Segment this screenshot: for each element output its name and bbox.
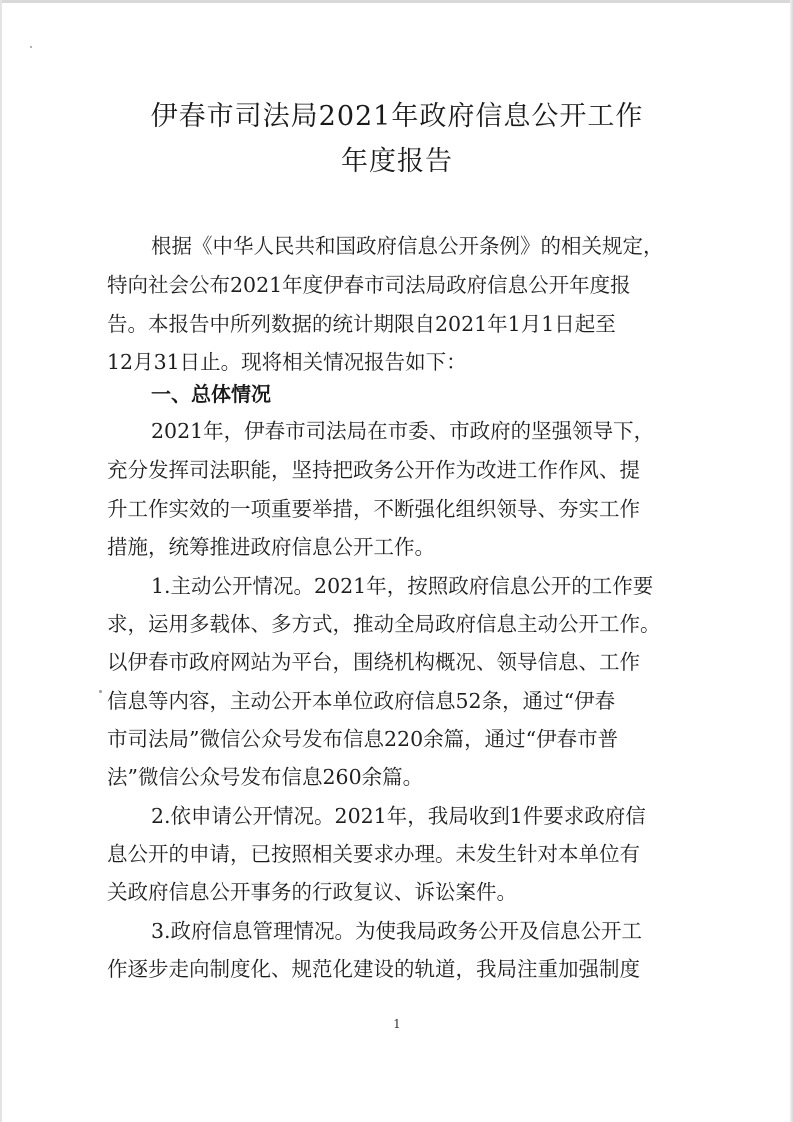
paragraph-active-disclosure-line-2: 求，运用多载体、多方式，推动全局政府信息主动公开工作。 [107,612,661,636]
scan-edge-left [0,0,2,1122]
scan-edge-right [790,0,794,1122]
paragraph-overview-line-2: 充分发挥司法职能，坚持把政务公开作为改进工作作风、提 [107,458,640,482]
document-title-line-2: 年度报告 [341,146,453,177]
paragraph-intro-line-4: 12月31日止。现将相关情况报告如下： [107,350,467,374]
paragraph-active-disclosure-line-5: 市司法局”微信公众号发布信息220余篇，通过“伊春市普 [107,727,619,751]
page-number: 1 [393,1017,401,1031]
paragraph-application-line-1: 2.依申请公开情况。2021年，我局收到1件要求政府信 [151,804,646,828]
paragraph-active-disclosure-line-1: 1.主动公开情况。2021年，按照政府信息公开的工作要 [151,574,654,598]
paragraph-overview-line-3: 升工作实效的一项重要举措，不断强化组织领导、夯实工作 [107,497,640,521]
scan-speck [30,46,32,48]
paragraph-intro-line-3: 告。本报告中所列数据的统计期限自2021年1月1日起至 [107,312,616,336]
paragraph-active-disclosure-line-6: 法”微信公众号发布信息260余篇。 [107,765,424,789]
paragraph-management-line-1: 3.政府信息管理情况。为使我局政务公开及信息公开工 [151,919,643,943]
section-heading-overview: 一、总体情况 [151,382,271,406]
paragraph-intro-line-1: 根据《中华人民共和国政府信息公开条例》的相关规定， [151,234,664,258]
paragraph-active-disclosure-line-3: 以伊春市政府网站为平台，围绕机构概况、领导信息、工作 [107,650,640,674]
document-title-line-1: 伊春市司法局2021年政府信息公开工作 [150,101,644,132]
paragraph-intro-line-2: 特向社会公布2021年度伊春市司法局政府信息公开年度报 [107,273,631,297]
paragraph-overview-line-1: 2021年，伊春市司法局在市委、市政府的坚强领导下， [151,419,655,443]
paragraph-management-line-2: 作逐步走向制度化、规范化建设的轨道，我局注重加强制度 [107,957,640,981]
scan-speck [99,690,102,693]
paragraph-active-disclosure-line-4: 信息等内容，主动公开本单位政府信息52条，通过“伊春 [107,689,616,713]
scan-edge-top [0,0,794,3]
paragraph-application-line-2: 息公开的申请，已按照相关要求办理。未发生针对本单位有 [107,842,640,866]
paragraph-overview-line-4: 措施，统筹推进政府信息公开工作。 [107,535,435,559]
paragraph-application-line-3: 关政府信息公开事务的行政复议、诉讼案件。 [107,880,517,904]
